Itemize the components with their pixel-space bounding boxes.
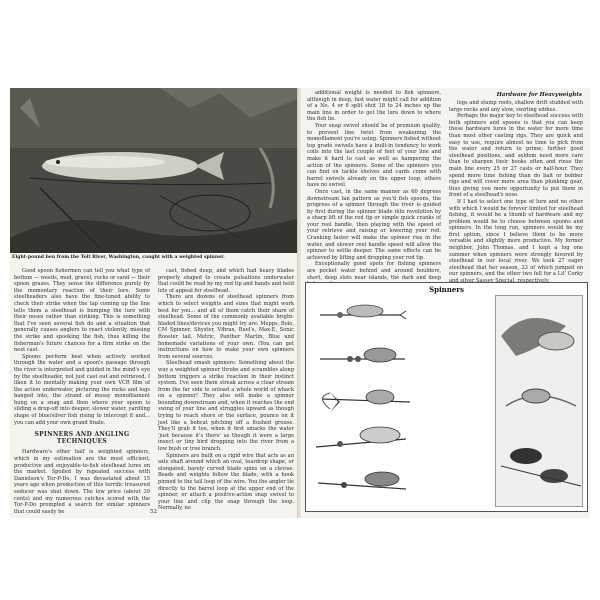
right-page — [301, 88, 590, 518]
section-heading: SPINNERS AND ANGLING TECHNIQUES — [34, 431, 130, 445]
left-page — [10, 88, 299, 518]
spinner-lure-4 — [316, 427, 406, 447]
steelhead-photo — [10, 88, 299, 253]
paragraph: Spinners are built on a rigid wire that acts as an axle shaft around which an oval, teardrop shape, or elongated, barely curved blade spins on a clevise. Beads and weights follow the blade, with a hook pinned to the tail loop of the wire. You the angler tie directly to the barrel loop at the upper end of the spinner, or attach a positive-action snap swivel to your line and clip the snap through the loop. Normally, no — [158, 452, 294, 512]
photo-illustration — [10, 88, 299, 253]
spinners-figure — [305, 282, 588, 512]
paragraph: Good spoon fishermen can tell you what type of bottom — weeds, mud, gravel, rocks or sand — their spoon grazes. They sense the difference purely by the momentary reaction of their lure. Some steelheaders also have the fine-tuned ability to check their strike when the tap coming up the line tells them a steelhead is bumping the lure with their noses rather than striking. This is something that I've seen several fish do and a situation that generally causes anglers to react violently, missing the strike and spooking the fish, thus killing the fisherman's future chances for a firm strike on the next cast. — [14, 268, 150, 354]
right-column-1 — [307, 90, 441, 288]
spinner-lure-5 — [318, 472, 406, 489]
spinner-lure-3 — [322, 390, 410, 412]
paragraph: Exceptionally good spots for fishing spinners are pocket water behind and around boulders, short, deep slots near islands, the dark and deep — [307, 261, 441, 281]
spinner-lure-1 — [320, 305, 406, 319]
spinner-lure-2 — [320, 348, 405, 362]
figure-title: Spinners — [429, 285, 464, 294]
paragraph: Hardware's other half is weighted spinners, which in my estimation are the most efficient, productive and enjoyable-to-fish steelhead lures on the market. Spoiled by repeated success with Danielson's Tor-P-Do, I was devastated about 15 years ago when production of this terrific treasured seducer was shut down. The low price (about 39 cents) and my numerous catches scored with the Tor-P-Do prompted a search for similar spinners that could easily be — [14, 449, 150, 515]
paragraph: logs and stump roots, shallow drift studded with large rocks and any slow, swirling eddies. — [449, 100, 583, 113]
photo-caption: Eight-pound hen from the Tolt River, Washington, caught with a weighted spinner. — [12, 255, 225, 260]
spinner-photo-art — [496, 296, 582, 506]
spinner-photo — [495, 295, 583, 507]
right-column-2 — [449, 100, 583, 285]
paragraph: Once cast, in the same manner as 60 degrees downstream fan pattern as you'd fish spoons, the progress of a spinner through the river is guided by first during the spinner blade into revolution by a sharp lift of the rod tip or simple quick cranks of your reel handle, then playing with the speed of your retrieve and raising or lowering your rod. Cranking faster will make the spinner rise in the water, and slower reel handle speed will allow the spinner to settle deeper. The same effects can be achieved by lifting and dropping your rod tip. — [307, 188, 441, 261]
running-header: Hardware for Heavyweights — [496, 92, 582, 98]
paragraph: Steelhead smash spinners. Something about the way a weighted spinner throbs and scrambles along bottom triggers a strike reaction in their instinct system. I've seen them streak across a clear stream from the far side to unload a whole world of whack on a spinner! They also will make a spinner bounding downstream and, when it reaches the end swing of your line and struggles upward as though trying to reach shore or the surface, pounce on it just like a bobcat pitching off a flushed grouse. They'll grab it too, when it first smacks the water 'just because it's there' as though it were a large insect or tiny bird dropping into the river from a low bush or tree branch. — [158, 360, 294, 453]
left-column-2 — [158, 268, 294, 512]
left-column-1 — [14, 268, 150, 515]
paragraph: cast, fished deep, and which had heavy blades properly shaped to create pulsations underwater that could be read by my rod tip and hands and held lots of appeal for steelhead. — [158, 268, 294, 294]
spinner-illustrations — [310, 297, 500, 507]
paragraph: Your snap swivel should be of premium quality, to prevent line twist from weakening the monofilament you're using. Spinners fished without top grade swivels have a built-in tendency to work coils into the last couple of feet of your line and make it hard to cast as well as hampering the action of the spinners. Some of the spinners you can find on tackle shelves and cards come with barrel swivels already on the upper loop, others have no swivel. — [307, 122, 441, 189]
paragraph: additional weight is needed to fish spinners, although in deep, fast water might call for addition of a No. 4 or 6 split shot 18 to 24 inches up the main line in order to get the lure down to where the fish lie. — [307, 90, 441, 123]
paragraph: Spoons perform best when actively worked through the water and a spoon's passage through the river is interpreted and guided in the mind's eye by the steelheader, not just cast out and retrieved. I liken it to mentally making your own VCR film of the action underwater, picturing the rocks and logs banged into, the strand of mossy monofilament hung on a snag and then where your spoon is sliding a drop-off into deeper, slower water, yardling shape of blue/silver fish rising to intercept it and... you can add your own grand finale. — [14, 353, 150, 426]
paragraph: Perhaps the major key to steelhead success with both spinners and spoons is that you can keep these hardware lures in the water for more time than most other casting rigs. They are quick and easy to use, require almost no time to pick from the water and return to prime; further good steelhead positions, and seldom need more care than to sharpen their hooks often and rinse the main line every 25 or 27 casts or half-hour. They spend more time fishing than do bait or bobber rigs and will cover more area than plunking gear, thus giving you more opportunity to put them in front of a steelhead's nose. — [449, 113, 583, 199]
paragraph: If I had to select one type of lure and no other with which I would be forever limited for steelhead fishing, it would be a thumb of hardware and my problem would be to choose between spoons and spinners. In the long run, spinners would be my first option, since I believe them to be more versatile and slightly more productive. My former neighbor, John Thomas, and I kept a log one summer when spinners were strongly favored by steelhead in our local river. We took 27 eager steelhead that her season, 23 of which jumped on our spinners, and the other two fell for a Lil' Corky — [449, 198, 583, 278]
page-number: 52 — [150, 509, 157, 515]
paragraph: There are dozens of steelhead spinners from which to select weights and sizes that might work best for you... and all of them catch their share of steelhead. Some of the commonly available bright-bladed lines/devices you might try are: Mepps, Bolo, CM Spinner, Shyster, Vibrax, Buel's, Max-E, Sonic Rooster tail, Metric, Panther Martin, Blue and homemade variations of your own. (You can get instructions on how to make your own spinners from several sources. — [158, 294, 294, 360]
